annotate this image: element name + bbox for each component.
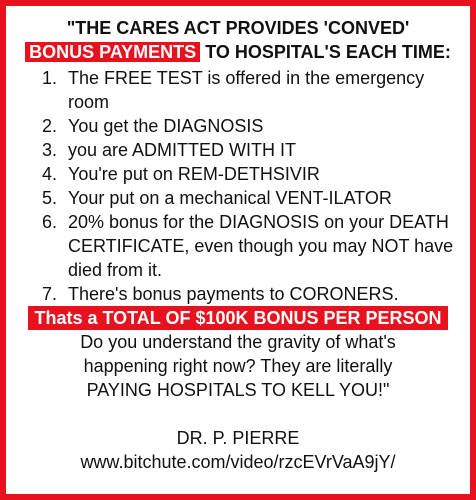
spacer xyxy=(6,402,470,426)
headline-line-2 xyxy=(6,40,470,64)
list-item-number: 1. xyxy=(42,68,58,88)
list-item-number: 2. xyxy=(42,116,58,136)
source-url: www.bitchute.com/video/rzcEVrVaA9jY/ xyxy=(80,452,396,472)
list-item xyxy=(6,282,470,306)
list-item-text: You get the DIAGNOSIS xyxy=(68,116,264,136)
numbered-list xyxy=(6,66,470,306)
list-item xyxy=(6,162,470,186)
list-item-text: Your put on a mechanical VENT-ILATOR xyxy=(68,188,392,208)
list-item-number: 6. xyxy=(42,212,58,232)
quote-content xyxy=(6,16,470,474)
list-item xyxy=(6,210,470,282)
list-item-number: 7. xyxy=(42,284,58,304)
list-item xyxy=(6,66,470,114)
list-item-number: 4. xyxy=(42,164,58,184)
list-item-text: The FREE TEST is offered in the emergency room xyxy=(68,68,425,112)
list-item-number: 3. xyxy=(42,140,58,160)
list-item-text: There's bonus payments to CORONERS. xyxy=(68,284,399,304)
list-item xyxy=(6,186,470,210)
list-item-text: You're put on REM-DETHSIVIR xyxy=(68,164,320,184)
closing-line-3: PAYING HOSPITALS TO KELL YOU!" xyxy=(86,380,390,400)
list-item xyxy=(6,138,470,162)
list-item-number: 5. xyxy=(42,188,58,208)
headline-line-2-rest: TO HOSPITAL'S EACH TIME: xyxy=(205,42,451,62)
closing-line-1: Do you understand the gravity of what's xyxy=(80,332,396,352)
list-item-text: you are ADMITTED WITH IT xyxy=(68,140,297,160)
bonus-payments-highlight: BONUS PAYMENTS xyxy=(25,42,200,62)
total-line xyxy=(6,306,470,330)
list-item-text: 20% bonus for the DIAGNOSIS on your DEATH CERTIFICATE, even though you may NOT have died from it. xyxy=(68,212,454,280)
headline-line-1: "THE CARES ACT PROVIDES 'CONVED' xyxy=(66,18,410,38)
list-item xyxy=(6,114,470,138)
author-name: DR. P. PIERRE xyxy=(176,428,300,448)
total-bonus-highlight: Thats a TOTAL OF $100K BONUS PER PERSON xyxy=(28,306,447,330)
closing-line-2: happening right now? They are literally xyxy=(83,356,393,376)
